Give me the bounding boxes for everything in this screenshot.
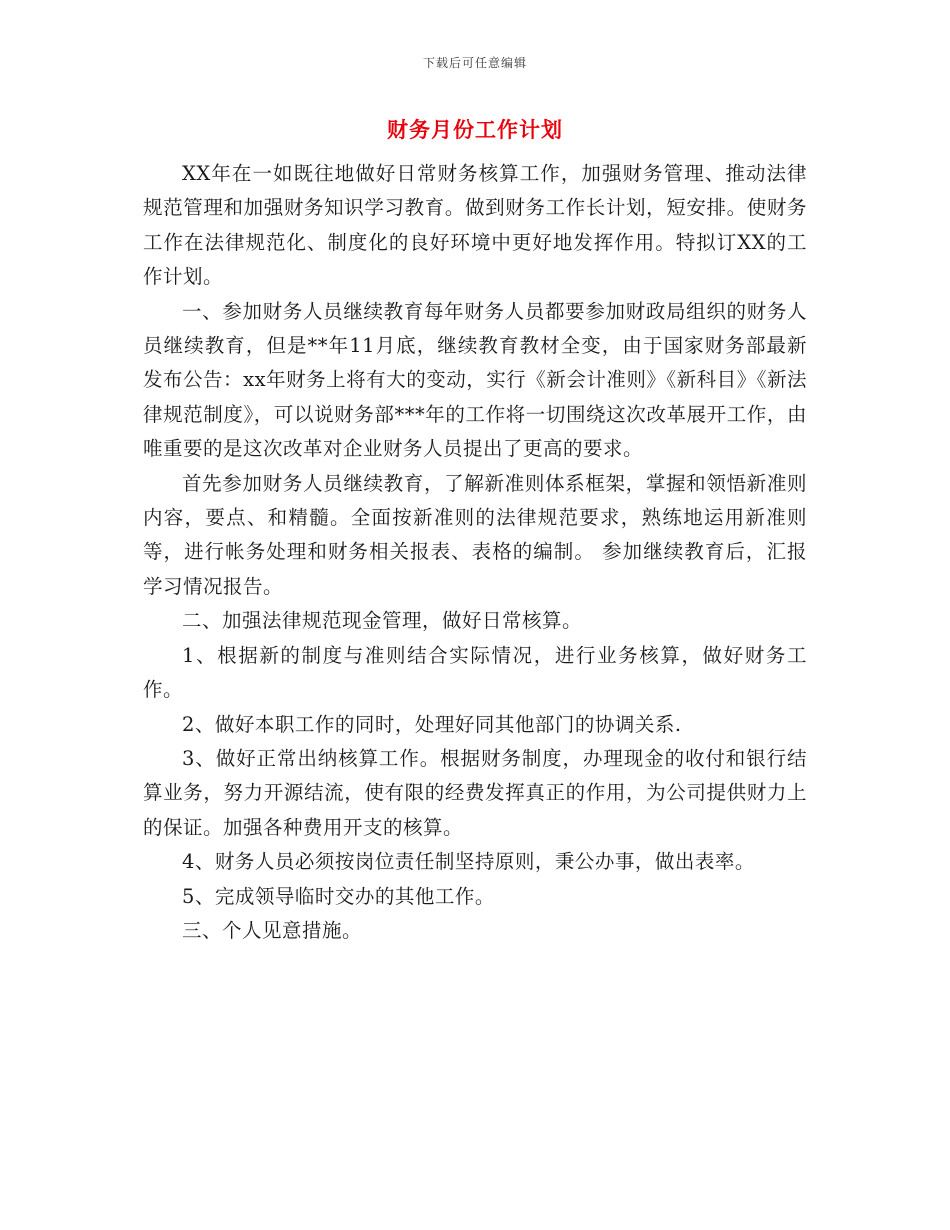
paragraph-item-2: 2、做好本职工作的同时，处理好同其他部门的协调关系. <box>182 712 682 736</box>
paragraph-item-3: 3、做好正常出纳核算工作。根据财务制度，办理现金的收付和银行结算业务，努力开源结流，使有限的经费发挥真正的作用，为公司提供财力上的保证。加强各种费用开支的核算。 <box>143 746 807 839</box>
paragraph-intro: XX年在一如既往地做好日常财务核算工作，加强财务管理、推动法律规范管理和加强财务知识学习教育。做到财务工作长计划，短安排。使财务工作在法律规范化、制度化的良好环境中更好地发挥作用。特拟订XX的工作计划。 <box>143 162 807 289</box>
header-note: 下载后可任意编辑 <box>422 56 527 70</box>
paragraph-section-1: 一、参加财务人员继续教育每年财务人员都要参加财政局组织的财务人员继续教育，但是**年11月底，继续教育教材全变，由于国家财务部最新发布公告：xx年财务上将有大的变动，实行《新会计准则》《新科目》《新法律规范制度》，可以说财务部***年的工作将一切围绕这次改革展开工作，由唯重要的是这次改革对企业财务人员提出了更高的要求。 <box>143 299 807 461</box>
document-body <box>143 157 807 948</box>
document-title: 财务月份工作计划 <box>387 117 563 142</box>
paragraph-item-4: 4、财务人员必须按岗位责任制坚持原则，秉公办事，做出表率。 <box>182 850 755 874</box>
paragraph-item-1: 1、根据新的制度与准则结合实际情况，进行业务核算，做好财务工作。 <box>143 643 807 702</box>
paragraph-section-2: 二、加强法律规范现金管理，做好日常核算。 <box>182 609 583 633</box>
paragraph-item-5: 5、完成领导临时交办的其他工作。 <box>182 884 495 908</box>
paragraph-section-3: 三、个人见意措施。 <box>182 918 363 942</box>
paragraph-continuing-education: 首先参加财务人员继续教育，了解新准则体系框架，掌握和领悟新准则内容，要点、和精髓。全面按新准则的法律规范要求，熟练地运用新准则等，进行帐务处理和财务相关报表、表格的编制。 参加继续教育后，汇报学习情况报告。 <box>143 471 807 598</box>
